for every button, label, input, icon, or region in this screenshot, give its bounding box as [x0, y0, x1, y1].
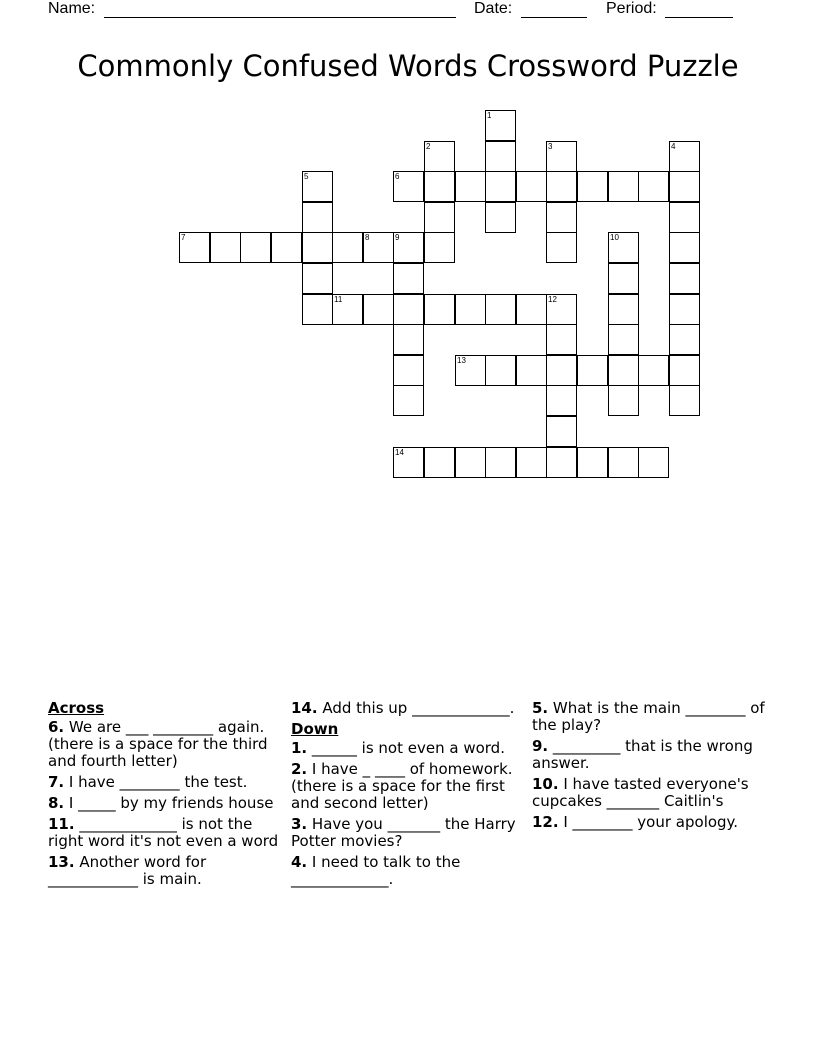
- grid-cell[interactable]: [669, 385, 700, 416]
- grid-cell[interactable]: [424, 202, 455, 233]
- grid-cell[interactable]: [546, 416, 577, 447]
- grid-cell[interactable]: [485, 202, 516, 233]
- grid-cell[interactable]: [302, 294, 333, 325]
- grid-cell[interactable]: [516, 355, 547, 386]
- clue-text: We are ___ ________ again. (there is a space for the third and fourth letter): [48, 718, 268, 770]
- clue-text: What is the main ________ of the play?: [532, 699, 765, 734]
- grid-cell[interactable]: [363, 232, 394, 263]
- grid-cell[interactable]: [393, 324, 424, 355]
- page-title: Commonly Confused Words Crossword Puzzle: [77, 49, 739, 83]
- grid-cell[interactable]: [393, 447, 424, 478]
- grid-cell[interactable]: [669, 141, 700, 172]
- grid-cell[interactable]: [546, 202, 577, 233]
- clue-across-6: [48, 719, 280, 770]
- grid-cell[interactable]: [669, 171, 700, 202]
- clue-text: Another word for ____________ is main.: [48, 853, 207, 888]
- grid-cell[interactable]: [485, 294, 516, 325]
- grid-cell[interactable]: [577, 447, 608, 478]
- grid-cell[interactable]: [424, 447, 455, 478]
- grid-cell[interactable]: [302, 263, 333, 294]
- grid-cell[interactable]: [638, 355, 669, 386]
- grid-cell[interactable]: [638, 447, 669, 478]
- grid-cell[interactable]: [240, 232, 271, 263]
- cell-number: 7: [181, 233, 186, 242]
- grid-cell[interactable]: [485, 171, 516, 202]
- grid-cell[interactable]: [393, 385, 424, 416]
- grid-cell[interactable]: [393, 263, 424, 294]
- grid-cell[interactable]: [302, 232, 333, 263]
- cell-number: 11: [334, 295, 343, 304]
- clue-text: I need to talk to the _____________.: [291, 853, 461, 888]
- grid-cell[interactable]: [608, 263, 639, 294]
- clue-number: 10.: [532, 775, 559, 793]
- clue-text: _____________ is not the right word it's not even a word: [48, 815, 279, 850]
- grid-cell[interactable]: [485, 110, 516, 141]
- grid-cell[interactable]: [546, 171, 577, 202]
- cell-number: 9: [395, 233, 400, 242]
- clue-number: 14.: [291, 699, 318, 717]
- cell-number: 1: [487, 111, 492, 120]
- clue-number: 9.: [532, 737, 549, 755]
- clue-number: 12.: [532, 813, 559, 831]
- clue-down-2: [291, 761, 523, 812]
- grid-cell[interactable]: [485, 447, 516, 478]
- grid-cell[interactable]: [424, 141, 455, 172]
- name-label: Name:: [48, 0, 96, 17]
- grid-cell[interactable]: [485, 355, 516, 386]
- grid-cell[interactable]: [577, 355, 608, 386]
- grid-cell[interactable]: [179, 232, 210, 263]
- grid-cell[interactable]: [669, 324, 700, 355]
- grid-cell[interactable]: [669, 355, 700, 386]
- clue-text: I ________ your apology.: [558, 813, 739, 831]
- grid-cell[interactable]: [516, 447, 547, 478]
- clue-down-4: [291, 854, 523, 888]
- cell-number: 10: [610, 233, 619, 242]
- cell-number: 8: [365, 233, 370, 242]
- grid-cell[interactable]: [669, 294, 700, 325]
- grid-cell[interactable]: [302, 202, 333, 233]
- cell-number: 14: [395, 448, 404, 457]
- grid-cell[interactable]: [669, 202, 700, 233]
- grid-cell[interactable]: [516, 171, 547, 202]
- clue-text: _________ that is the wrong answer.: [532, 737, 753, 772]
- date-label: Date:: [474, 0, 513, 17]
- clue-number: 13.: [48, 853, 75, 871]
- grid-cell[interactable]: [455, 294, 486, 325]
- clue-column-2: [291, 700, 523, 892]
- clue-column-1: [48, 700, 280, 892]
- grid-cell[interactable]: [424, 294, 455, 325]
- clue-number: 6.: [48, 718, 65, 736]
- clue-number: 3.: [291, 815, 308, 833]
- clue-text: Have you _______ the Harry Potter movies?: [291, 815, 516, 850]
- grid-cell[interactable]: [424, 171, 455, 202]
- clue-across-11: [48, 816, 280, 850]
- clue-down-5: [532, 700, 772, 734]
- grid-cell[interactable]: [608, 294, 639, 325]
- grid-cell[interactable]: [393, 232, 424, 263]
- clue-down-1: [291, 740, 523, 757]
- grid-cell[interactable]: [546, 355, 577, 386]
- clue-number: 5.: [532, 699, 549, 717]
- clue-down-10: [532, 776, 772, 810]
- clue-text: I have ________ the test.: [64, 773, 248, 791]
- cell-number: 2: [426, 142, 431, 151]
- grid-cell[interactable]: [302, 171, 333, 202]
- grid-cell[interactable]: [485, 141, 516, 172]
- grid-cell[interactable]: [608, 171, 639, 202]
- clue-text: Add this up _____________.: [317, 699, 515, 717]
- grid-cell[interactable]: [332, 294, 363, 325]
- grid-cell[interactable]: [546, 141, 577, 172]
- grid-cell[interactable]: [516, 294, 547, 325]
- grid-cell[interactable]: [546, 447, 577, 478]
- clue-down-9: [532, 738, 772, 772]
- clue-text: I have tasted everyone's cupcakes _______ Caitlin's: [532, 775, 749, 810]
- grid-cell[interactable]: [393, 171, 424, 202]
- clue-text: ______ is not even a word.: [307, 739, 505, 757]
- grid-cell[interactable]: [393, 294, 424, 325]
- clue-number: 1.: [291, 739, 308, 757]
- clue-text: I have _ ____ of homework. (there is a space for the first and second letter): [291, 760, 513, 812]
- period-label: Period:: [606, 0, 657, 17]
- clue-text: I _____ by my friends house: [64, 794, 274, 812]
- grid-cell[interactable]: [608, 447, 639, 478]
- grid-cell[interactable]: [546, 324, 577, 355]
- grid-cell[interactable]: [424, 232, 455, 263]
- grid-cell[interactable]: [455, 171, 486, 202]
- clue-column-3: [532, 700, 772, 835]
- grid-cell[interactable]: [546, 385, 577, 416]
- grid-cell[interactable]: [608, 355, 639, 386]
- grid-cell[interactable]: [363, 294, 394, 325]
- grid-cell[interactable]: [577, 171, 608, 202]
- grid-cell[interactable]: [608, 232, 639, 263]
- cell-number: 3: [548, 142, 553, 151]
- clue-number: 11.: [48, 815, 75, 833]
- grid-cell[interactable]: [608, 324, 639, 355]
- grid-cell[interactable]: [210, 232, 241, 263]
- clue-across-8: [48, 795, 280, 812]
- grid-cell[interactable]: [455, 355, 486, 386]
- clue-number: 4.: [291, 853, 308, 871]
- grid-cell[interactable]: [546, 232, 577, 263]
- grid-cell[interactable]: [271, 232, 302, 263]
- grid-cell[interactable]: [669, 232, 700, 263]
- clue-across-14: [291, 700, 523, 717]
- down-heading: Down: [291, 720, 339, 738]
- grid-cell[interactable]: [546, 294, 577, 325]
- grid-cell[interactable]: [608, 385, 639, 416]
- clue-number: 2.: [291, 760, 308, 778]
- cell-number: 13: [457, 356, 466, 365]
- across-heading: Across: [48, 699, 105, 717]
- clue-down-12: [532, 814, 772, 831]
- clue-across-13: [48, 854, 280, 888]
- clue-number: 8.: [48, 794, 65, 812]
- grid-cell[interactable]: [669, 263, 700, 294]
- cell-number: 12: [548, 295, 557, 304]
- grid-cell[interactable]: [393, 355, 424, 386]
- grid-cell[interactable]: [455, 447, 486, 478]
- cell-number: 5: [304, 172, 309, 181]
- crossword-grid: [0, 0, 816, 500]
- clue-number: 7.: [48, 773, 65, 791]
- cell-number: 6: [395, 172, 400, 181]
- clue-across-7: [48, 774, 280, 791]
- grid-cell[interactable]: [638, 171, 669, 202]
- clue-down-3: [291, 816, 523, 850]
- cell-number: 4: [671, 142, 676, 151]
- grid-cell[interactable]: [332, 232, 363, 263]
